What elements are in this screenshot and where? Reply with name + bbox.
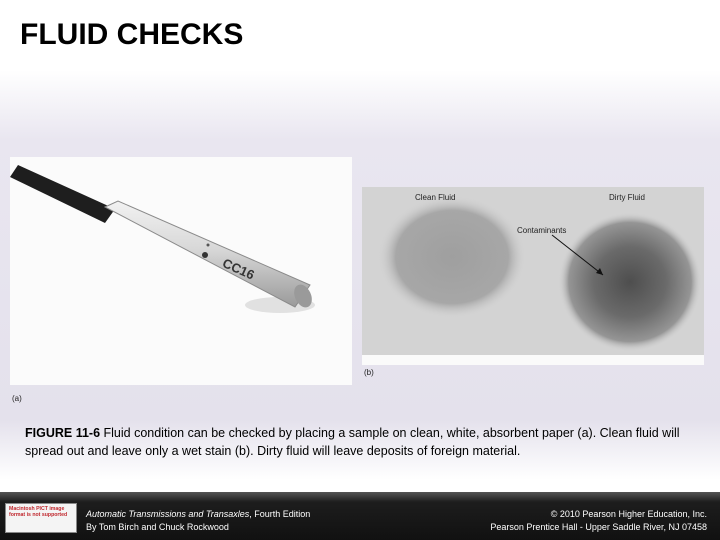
dipstick-illustration — [10, 157, 352, 385]
clean-fluid-label: Clean Fluid — [415, 193, 456, 202]
contaminants-label: Contaminants — [517, 226, 567, 235]
book-edition: , Fourth Edition — [249, 509, 311, 519]
caption-text: Fluid condition can be checked by placing a sample on clean, white, absorbent paper (a). Clean fluid will spread out and leave only a wet stain (b). Dirty fluid will leave deposits of foreign material. — [25, 426, 680, 458]
dirty-fluid-label: Dirty Fluid — [609, 193, 646, 202]
stain-photo — [362, 187, 704, 365]
pict-placeholder-logo: Macintosh PICT image format is not supported — [5, 503, 77, 533]
stain-illustration — [362, 187, 704, 365]
book-authors: By Tom Birch and Chuck Rockwood — [86, 522, 229, 532]
dipstick-photo — [10, 157, 352, 385]
figure-number: FIGURE 11-6 — [25, 426, 101, 440]
publisher-text: Pearson Prentice Hall - Upper Saddle River, NJ 07458 — [490, 522, 707, 532]
figure-caption — [25, 424, 695, 460]
book-title: Automatic Transmissions and Transaxles — [86, 509, 250, 519]
dipstick-marking: CC16 — [220, 255, 257, 283]
copyright-text: © 2010 Pearson Higher Education, Inc. — [550, 509, 707, 519]
footer-book-info — [86, 508, 310, 534]
panel-b-label: (b) — [364, 368, 374, 377]
footer-publisher-info — [490, 508, 707, 534]
slide-title: FLUID CHECKS — [20, 18, 244, 51]
panel-a-label: (a) — [12, 394, 22, 403]
